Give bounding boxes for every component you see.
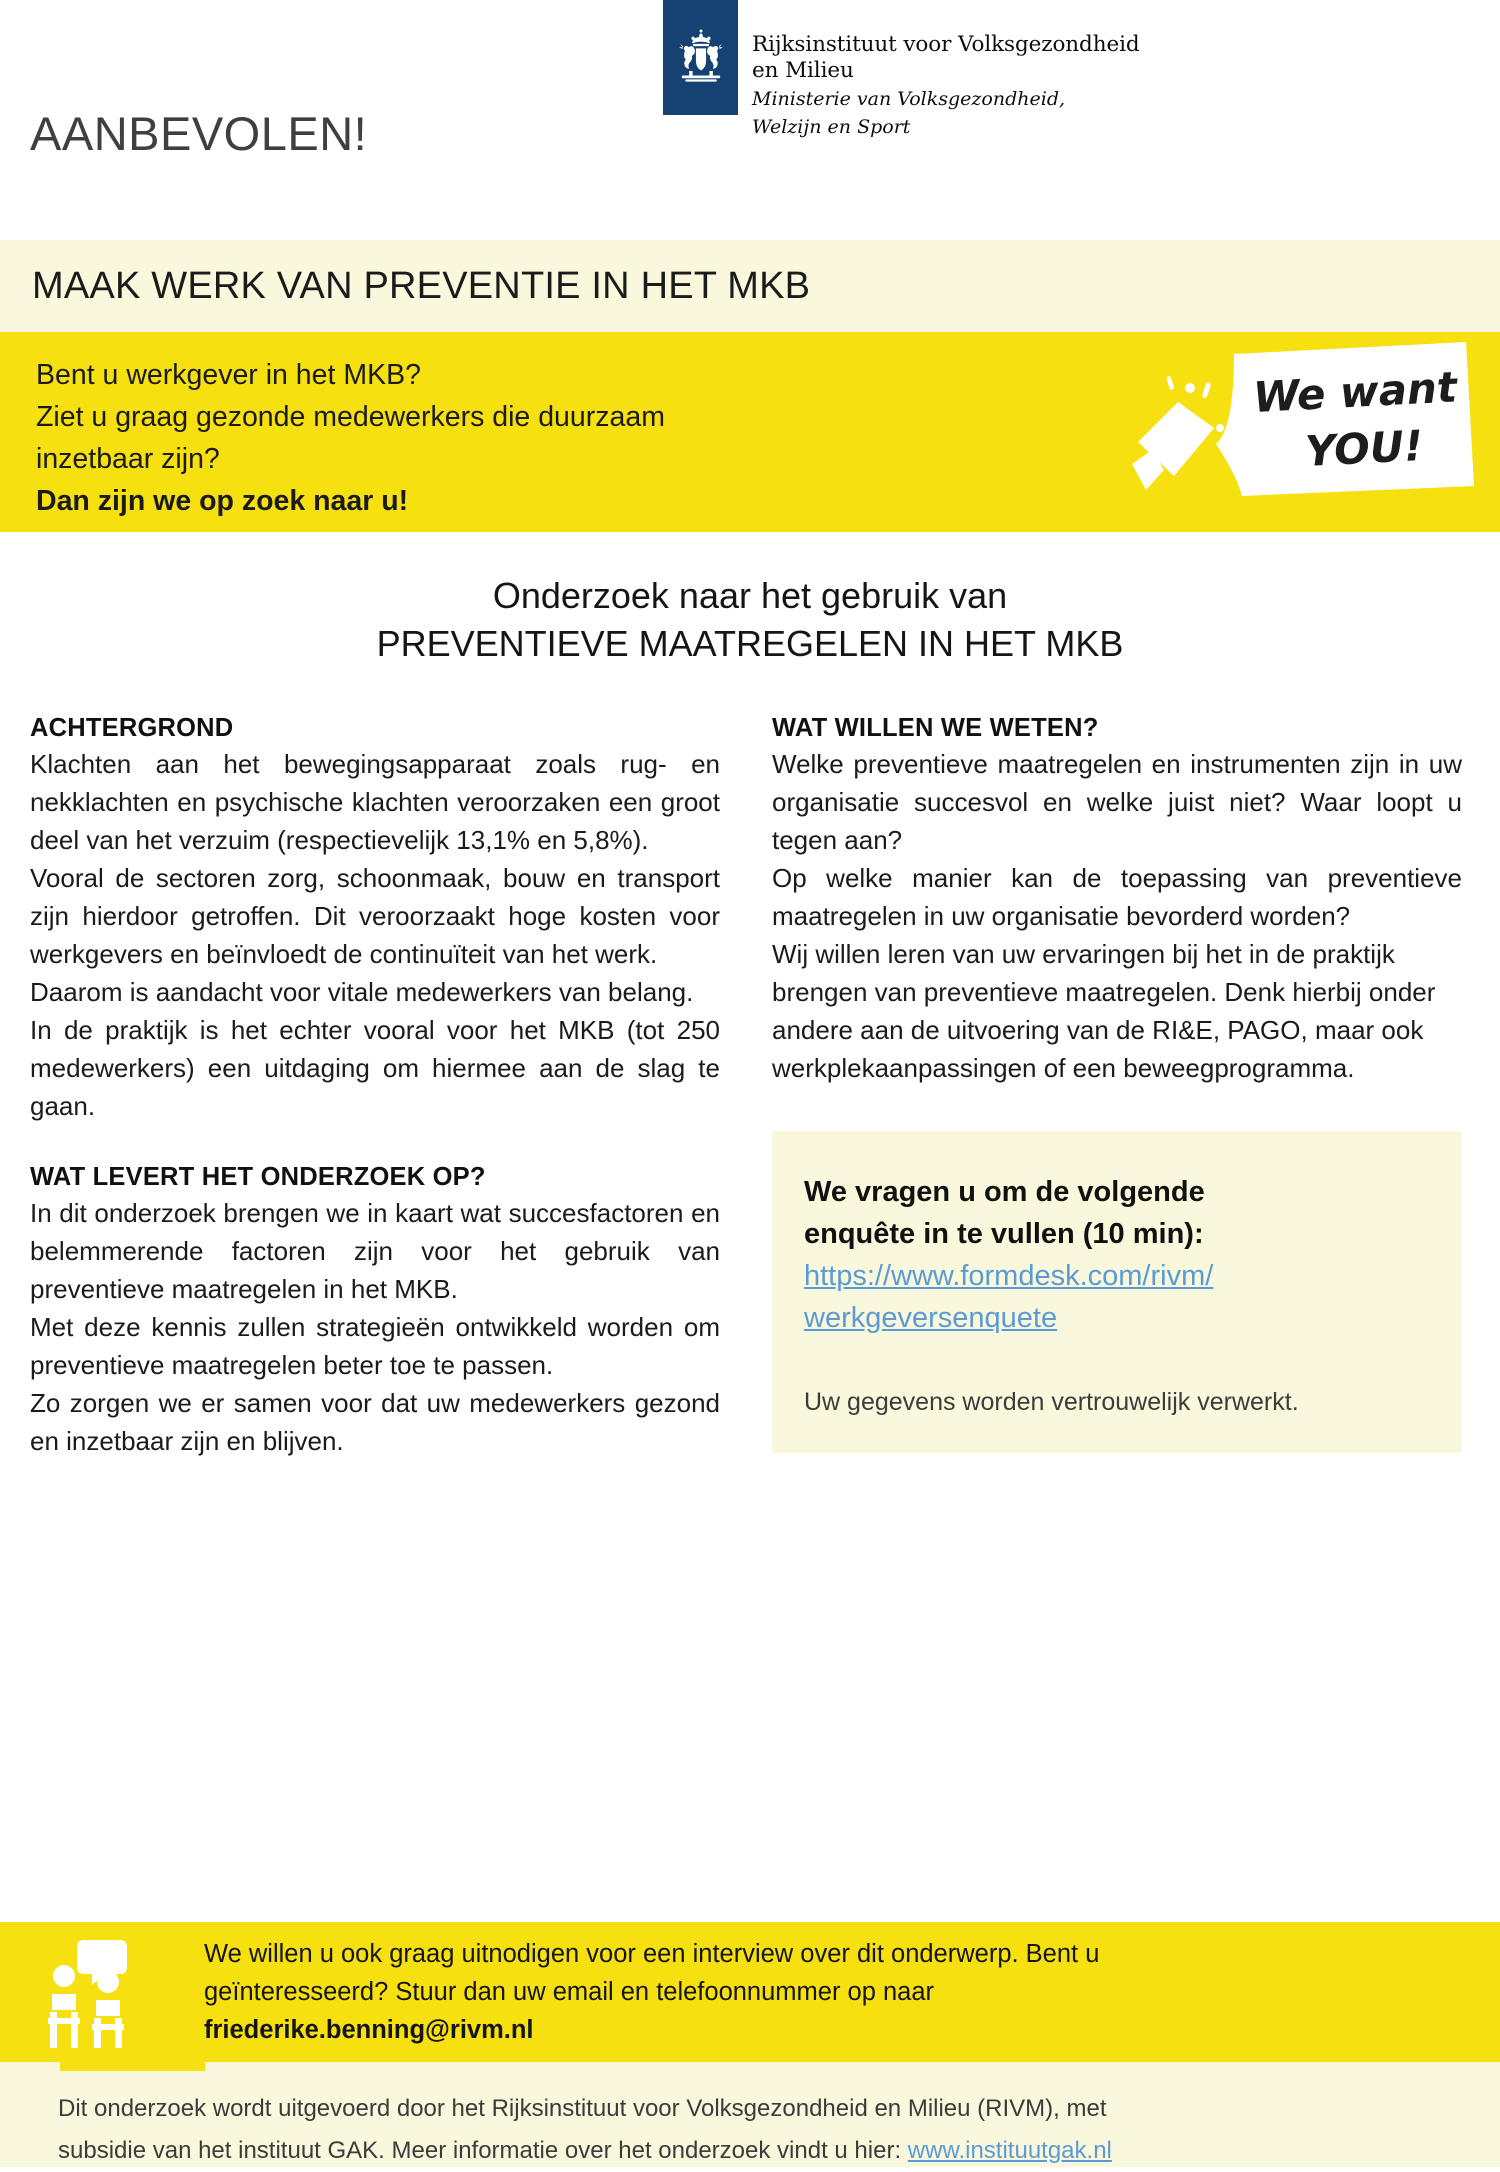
achtergrond-p4: In de praktijk is het echter vooral voor het MKB (tot 250 medewerkers) een uitdaging om hiermee aan de slag te gaan. xyxy=(30,1015,720,1121)
yellow-line-1: Bent u werkgever in het MKB? xyxy=(36,359,421,391)
logo-ministry-line2: Welzijn en Sport xyxy=(752,116,911,139)
kicker-heading: AANBEVOLEN! xyxy=(30,107,368,160)
study-title-line2: PREVENTIEVE MAATREGELEN IN HET MKB xyxy=(376,623,1124,664)
study-title xyxy=(0,532,1500,678)
content-columns xyxy=(0,678,1500,1460)
wat-levert-p2: Met deze kennis zullen strategieën ontwikkeld worden om preventieve maatregelen beter toe te passen. xyxy=(30,1312,720,1380)
logo-org-line2: en Milieu xyxy=(752,58,854,84)
survey-link-line2[interactable]: werkgeversenquete xyxy=(804,1302,1058,1334)
yellow-line-3: inzetbaar zijn? xyxy=(36,443,220,475)
interview-people-icon xyxy=(40,1932,180,2052)
wat-levert-p3: Zo zorgen we er samen voor dat uw medewerkers gezond en inzetbaar zijn en blijven. xyxy=(30,1388,720,1456)
wat-willen-p2: Op welke manier kan de toepassing van preventieve maatregelen in uw organisatie bevorderd worden? xyxy=(772,863,1462,931)
wat-willen-p1: Welke preventieve maatregelen en instrumenten zijn in uw organisatie succesvol en welke juist niet? Waar loopt u tegen aan? xyxy=(772,749,1462,855)
funding-line2-text: subsidie van het instituut GAK. Meer informatie over het onderzoek vindt u hier: xyxy=(58,2137,908,2164)
megaphone-icon xyxy=(1132,376,1224,490)
survey-link-line1[interactable]: https://www.formdesk.com/rivm/ xyxy=(804,1260,1214,1292)
logo-text xyxy=(752,0,1140,140)
yellow-question-band xyxy=(0,332,1500,532)
heading-achtergrond: ACHTERGROND xyxy=(30,714,234,742)
page-header xyxy=(0,0,1500,240)
funding-footer-band xyxy=(0,2062,1500,2167)
yellow-band-text xyxy=(36,354,665,522)
interview-line2: geïnteresseerd? Stuur dan uw email en telefoonnummer op naar xyxy=(204,1978,935,2006)
interview-line1: We willen u ook graag uitnodigen voor een interview over dit onderwerp. Bent u xyxy=(204,1940,1100,1968)
you-text: YOU! xyxy=(1303,420,1425,476)
achtergrond-p2: Vooral de sectoren zorg, schoonmaak, bouw en transport zijn hierdoor getroffen. Dit veroorzaakt hoge kosten voor werkgevers en beïnvloedt de continuïteit van het werk. xyxy=(30,863,720,969)
we-want-text: We want xyxy=(1251,362,1459,422)
we-want-you-callout xyxy=(1108,332,1478,524)
heading-wat-willen: WAT WILLEN WE WETEN? xyxy=(772,714,1099,742)
logo-blue-block xyxy=(663,0,738,115)
logo-ministry-line1: Ministerie van Volksgezondheid, xyxy=(752,88,1066,111)
netherlands-coat-of-arms-icon xyxy=(672,27,730,89)
survey-heading-line1: We vragen u om de volgende xyxy=(804,1176,1205,1208)
achtergrond-p3: Daarom is aandacht voor vitale medewerkers van belang. xyxy=(30,977,694,1007)
wat-levert-p1: In dit onderzoek brengen we in kaart wat succesfactoren en belemmerende factoren zijn voor het gebruik van preventieve maatregelen in het MKB. xyxy=(30,1198,720,1304)
rivm-logo xyxy=(663,0,1140,140)
main-banner-title: MAAK WERK VAN PREVENTIE IN HET MKB xyxy=(32,264,811,307)
survey-heading-line2: enquête in te vullen (10 min): xyxy=(804,1218,1204,1250)
yellow-line-4: Dan zijn we op zoek naar u! xyxy=(36,485,409,517)
right-column xyxy=(772,714,1462,1460)
study-title-line1: Onderzoek naar het gebruik van xyxy=(492,575,1008,616)
instituutgak-link[interactable]: www.instituutgak.nl xyxy=(907,2137,1112,2164)
achtergrond-p1: Klachten aan het bewegingsapparaat zoals rug- en nekklachten en psychische klachten veroorzaken een groot deel van het verzuim (respectievelijk 13,1% en 5,8%). xyxy=(30,749,720,855)
wat-willen-p3: Wij willen leren van uw ervaringen bij het in de praktijk brengen van preventieve maatregelen. Denk hierbij onder andere aan de uitvoering van de RI&E, PAGO, maar ook werkplekaanpassingen of een beweegprogramma. xyxy=(772,939,1436,1083)
survey-callout-box xyxy=(772,1131,1462,1453)
logo-org-line1: Rijksinstituut voor Volksgezondheid xyxy=(752,32,1140,57)
interview-footer-band xyxy=(0,1922,1500,2062)
funding-line1: Dit onderzoek wordt uitgevoerd door het Rijksinstituut voor Volksgezondheid en Milieu (RIVM), met xyxy=(58,2095,1107,2122)
funding-line2 xyxy=(58,2130,1438,2172)
footer-yellow-notch xyxy=(60,2062,205,2071)
survey-privacy-note: Uw gegevens worden vertrouwelijk verwerkt. xyxy=(804,1388,1299,1416)
heading-wat-levert: WAT LEVERT HET ONDERZOEK OP? xyxy=(30,1163,486,1191)
yellow-line-2: Ziet u graag gezonde medewerkers die duurzaam xyxy=(36,401,665,433)
contact-email[interactable]: friederike.benning@rivm.nl xyxy=(204,2016,534,2044)
interview-footer-text xyxy=(204,1935,1099,2049)
left-column xyxy=(30,714,720,1460)
column-spacer xyxy=(30,1125,720,1163)
cream-title-band xyxy=(0,240,1500,332)
